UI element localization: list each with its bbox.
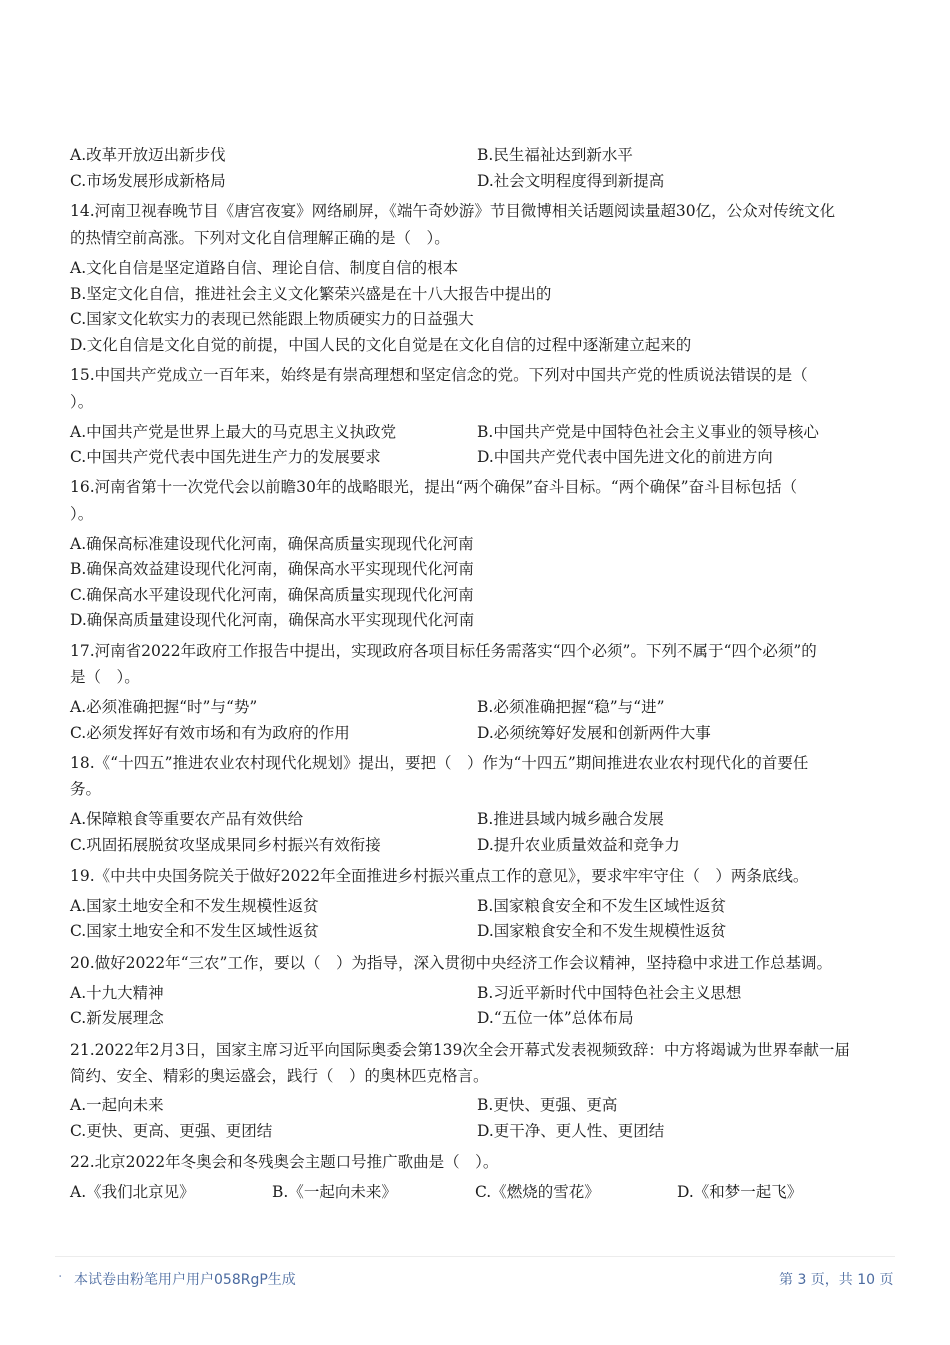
q19-option-d: D.国家粮食安全和不发生规模性返贫 — [477, 922, 727, 940]
q16-stem-line-1: 16.河南省第十一次党代会以前瞻30年的战略眼光，提出“两个确保”奋斗目标。“两个确保”奋斗目标包括（ — [70, 478, 798, 496]
footer-divider — [55, 1256, 895, 1257]
q15-option-d: D.中国共产党代表中国先进文化的前进方向 — [477, 448, 773, 466]
q19-option-c: C.国家土地安全和不发生区域性返贫 — [70, 922, 319, 940]
footer-page-number: 第 3 页，共 10 页 — [779, 1272, 894, 1288]
q22-option-c: C.《燃烧的雪花》 — [475, 1183, 600, 1201]
q18-stem-line-1: 18.《“十四五”推进农业农村现代化规划》提出，要把（ ）作为“十四五”期间推进农业农村现代化的首要任 — [70, 754, 809, 772]
q13-option-d: D.社会文明程度得到新提高 — [477, 172, 665, 190]
q16-option-c: C.确保高水平建设现代化河南，确保高质量实现现代化河南 — [70, 586, 474, 604]
q14-option-c: C.国家文化软实力的表现已然能跟上物质硬实力的日益强大 — [70, 310, 474, 328]
q19-option-a: A.国家土地安全和不发生规模性返贫 — [70, 897, 319, 915]
q15-option-b: B.中国共产党是中国特色社会主义事业的领导核心 — [477, 423, 819, 441]
q16-option-a: A.确保高标准建设现代化河南，确保高质量实现现代化河南 — [70, 535, 474, 553]
q22-option-b: B.《一起向未来》 — [272, 1183, 397, 1201]
q18-option-b: B.推进县域内城乡融合发展 — [477, 810, 664, 828]
q17-stem-line-1: 17.河南省2022年政府工作报告中提出，实现政府各项目标任务需落实“四个必须”。下列不属于“四个必须”的 — [70, 642, 817, 660]
q15-option-a: A.中国共产党是世界上最大的马克思主义执政党 — [70, 423, 397, 441]
q21-option-c: C.更快、更高、更强、更团结 — [70, 1122, 273, 1140]
q15-stem-line-2: ）。 — [70, 393, 94, 411]
q17-option-d: D.必须统筹好发展和创新两件大事 — [477, 724, 711, 742]
q21-option-b: B.更快、更强、更高 — [477, 1096, 618, 1114]
q18-stem-line-2: 务。 — [70, 780, 102, 798]
q22-option-a: A.《我们北京见》 — [70, 1183, 195, 1201]
q14-option-b: B.坚定文化自信，推进社会主义文化繁荣兴盛是在十八大报告中提出的 — [70, 285, 552, 303]
q14-stem-line-2: 的热情空前高涨。下列对文化自信理解正确的是（ ）。 — [70, 229, 450, 247]
q20-option-d: D.“五位一体”总体布局 — [477, 1009, 634, 1027]
q21-stem-line-2: 简约、安全、精彩的奥运盛会，践行（ ）的奥林匹克格言。 — [70, 1067, 489, 1085]
q15-option-c: C.中国共产党代表中国先进生产力的发展要求 — [70, 448, 381, 466]
q17-option-a: A.必须准确把握“时”与“势” — [70, 698, 258, 716]
q20-stem: 20.做好2022年“三农”工作，要以（ ）为指导，深入贯彻中央经济工作会议精神，坚持稳中求进工作总基调。 — [70, 954, 832, 972]
q20-option-c: C.新发展理念 — [70, 1009, 164, 1027]
q19-option-b: B.国家粮食安全和不发生区域性返贫 — [477, 897, 726, 915]
q16-option-b: B.确保高效益建设现代化河南，确保高水平实现现代化河南 — [70, 560, 474, 578]
q17-option-c: C.必须发挥好有效市场和有为政府的作用 — [70, 724, 350, 742]
q21-option-d: D.更干净、更人性、更团结 — [477, 1122, 665, 1140]
q17-stem-line-2: 是（ ）。 — [70, 668, 140, 686]
q20-option-a: A.十九大精神 — [70, 984, 164, 1002]
q13-option-c: C.市场发展形成新格局 — [70, 172, 226, 190]
q21-option-a: A.一起向未来 — [70, 1096, 164, 1114]
q18-option-c: C.巩固拓展脱贫攻坚成果同乡村振兴有效衔接 — [70, 836, 381, 854]
q16-stem-line-2: ）。 — [70, 505, 94, 523]
q14-option-d: D.文化自信是文化自觉的前提，中国人民的文化自觉是在文化自信的过程中逐渐建立起来的 — [70, 336, 692, 354]
q17-option-b: B.必须准确把握“稳”与“进” — [477, 698, 665, 716]
q14-stem-line-1: 14.河南卫视春晚节目《唐宫夜宴》网络刷屏，《端午奇妙游》节目微博相关话题阅读量超30亿，公众对传统文化 — [70, 202, 836, 220]
q14-option-a: A.文化自信是坚定道路自信、理论自信、制度自信的根本 — [70, 259, 459, 277]
footer-bullet-icon: · — [58, 1269, 63, 1285]
q16-option-d: D.确保高质量建设现代化河南，确保高水平实现现代化河南 — [70, 611, 475, 629]
q22-option-d: D.《和梦一起飞》 — [677, 1183, 803, 1201]
q20-option-b: B.习近平新时代中国特色社会主义思想 — [477, 984, 742, 1002]
q18-option-d: D.提升农业质量效益和竞争力 — [477, 836, 680, 854]
q18-option-a: A.保障粮食等重要农产品有效供给 — [70, 810, 304, 828]
q22-stem: 22.北京2022年冬奥会和冬残奥会主题口号推广歌曲是（ ）。 — [70, 1153, 499, 1171]
q19-stem: 19.《中共中央国务院关于做好2022年全面推进乡村振兴重点工作的意见》，要求牢牢守住（ ）两条底线。 — [70, 867, 809, 885]
q13-option-b: B.民生福祉达到新水平 — [477, 146, 633, 164]
q15-stem-line-1: 15.中国共产党成立一百年来，始终是有崇高理想和坚定信念的党。下列对中国共产党的性质说法错误的是（ — [70, 366, 808, 384]
q21-stem-line-1: 21.2022年2月3日，国家主席习近平向国际奥委会第139次全会开幕式发表视频致辞：中方将竭诚为世界奉献一届 — [70, 1041, 850, 1059]
q13-option-a: A.改革开放迈出新步伐 — [70, 146, 226, 164]
footer-source-text: 本试卷由粉笔用户用户058RgP生成 — [74, 1272, 296, 1288]
